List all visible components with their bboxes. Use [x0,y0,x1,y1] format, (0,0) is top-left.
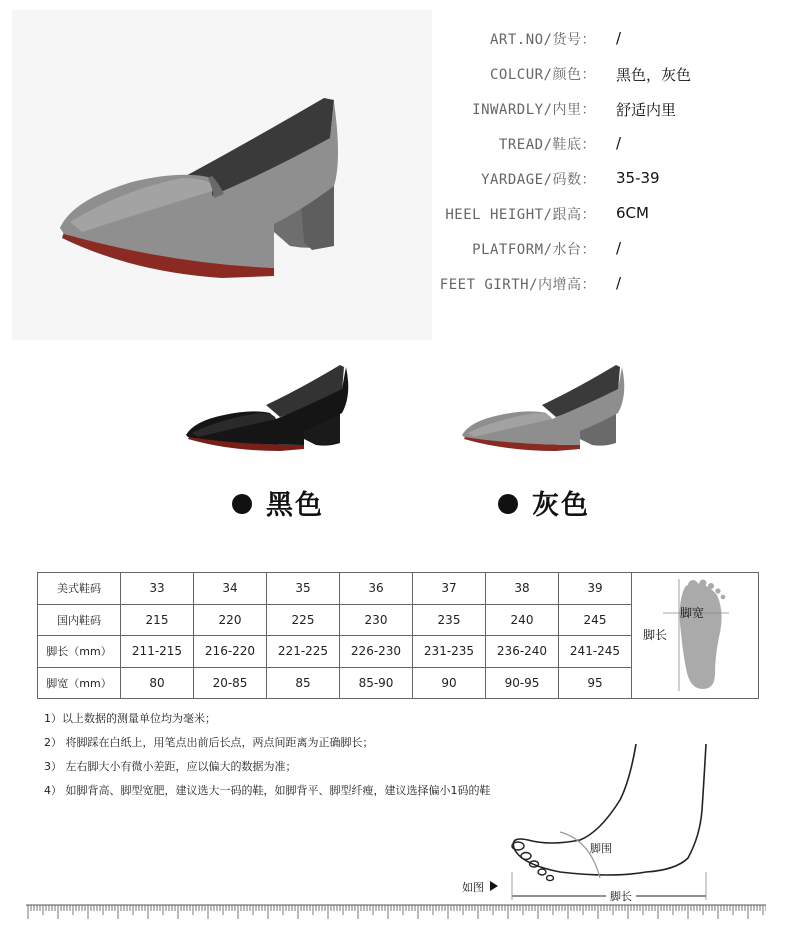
note-4: 4） 如脚背高、脚型宽肥，建议选大一码的鞋，如脚背平、脚型纤瘦，建议选择偏小1码的鞋 [44,784,491,797]
table-cell: 225 [267,604,340,636]
table-cell: 235 [413,604,486,636]
table-cell: 33 [121,573,194,605]
spec-label: INWARDLY/内里： [472,102,596,118]
note-2: 2） 将脚踩在白纸上，用笔点出前后长点，两点间距离为正确脚长； [44,736,374,749]
foot-girth-label: 脚围 [590,842,612,855]
spec-row-art-no [440,29,780,53]
foot-measure-diagram [632,573,759,699]
grey-pump-shoe-small-image [456,355,636,455]
table-cell: 226-230 [340,636,413,668]
ruler-graphic [26,904,766,920]
spec-row-heel-height [440,204,780,228]
row-header: 国内鞋码 [38,604,121,636]
table-cell: 95 [559,667,632,699]
table-cell: 245 [559,604,632,636]
table-cell: 85 [267,667,340,699]
spec-label: ART.NO/货号： [489,32,596,48]
variant-black-image[interactable] [180,355,360,455]
spec-value: 舒适内里 [616,101,677,119]
spec-label: PLATFORM/水台： [472,242,596,258]
spec-label: HEEL HEIGHT/跟高： [445,207,596,223]
variant-label-grey[interactable] [498,483,590,522]
row-header: 脚宽（mm） [38,667,121,699]
see-figure-label: 如图 [462,881,484,894]
bullet-dot-icon [498,494,518,514]
table-cell: 230 [340,604,413,636]
spec-label: COLCUR/颜色： [489,67,596,83]
spec-row-tread [440,134,780,158]
table-cell: 221-225 [267,636,340,668]
spec-label: YARDAGE/码数： [481,172,596,188]
arrow-right-icon [490,881,498,891]
table-cell: 220 [194,604,267,636]
spec-value: 黑色，灰色 [616,66,692,84]
table-cell: 85-90 [340,667,413,699]
spec-value: / [616,29,622,47]
table-cell: 20-85 [194,667,267,699]
spec-row-lining [440,99,780,123]
table-cell: 37 [413,573,486,605]
spec-row-feet-girth [440,274,780,298]
spec-label: FEET GIRTH/内增高： [439,277,596,293]
table-cell: 39 [559,573,632,605]
table-cell: 240 [486,604,559,636]
foot-measuring-illustration [440,740,740,904]
variant-grey-image[interactable] [456,355,636,455]
product-main-photo [12,10,432,340]
table-cell: 215 [121,604,194,636]
spec-value: / [616,274,622,292]
row-header: 脚长（mm） [38,636,121,668]
table-cell: 216-220 [194,636,267,668]
foot-length-label: 脚长 [610,890,632,903]
variant-name: 灰色 [532,490,590,521]
table-cell: 90-95 [486,667,559,699]
table-cell: 80 [121,667,194,699]
spec-value: / [616,239,622,257]
spec-value: 35-39 [616,169,660,187]
table-cell: 231-235 [413,636,486,668]
table-row [38,573,759,605]
spec-row-color [440,64,780,88]
table-cell: 36 [340,573,413,605]
black-pump-shoe-image [180,355,360,455]
variant-label-black[interactable] [232,483,324,522]
table-cell: 236-240 [486,636,559,668]
table-cell: 211-215 [121,636,194,668]
grey-pump-shoe-image [12,10,432,340]
note-1: 1）以上数据的测量单位均为毫米； [44,712,216,725]
foot-length-label: 脚长 [642,628,668,642]
table-cell: 38 [486,573,559,605]
foot-outline-icon [633,573,757,695]
spec-value: 6CM [616,204,649,222]
foot-width-label: 脚宽 [679,606,705,620]
size-chart-table [37,572,759,699]
spec-value: / [616,134,622,152]
spec-label: TREAD/鞋底： [498,137,596,153]
row-header: 美式鞋码 [38,573,121,605]
variant-name: 黑色 [266,490,324,521]
note-3: 3） 左右脚大小有微小差距，应以偏大的数据为准； [44,760,297,773]
spec-row-yardage [440,169,780,193]
table-cell: 90 [413,667,486,699]
table-cell: 34 [194,573,267,605]
spec-row-platform [440,239,780,263]
bullet-dot-icon [232,494,252,514]
table-cell: 35 [267,573,340,605]
table-cell: 241-245 [559,636,632,668]
